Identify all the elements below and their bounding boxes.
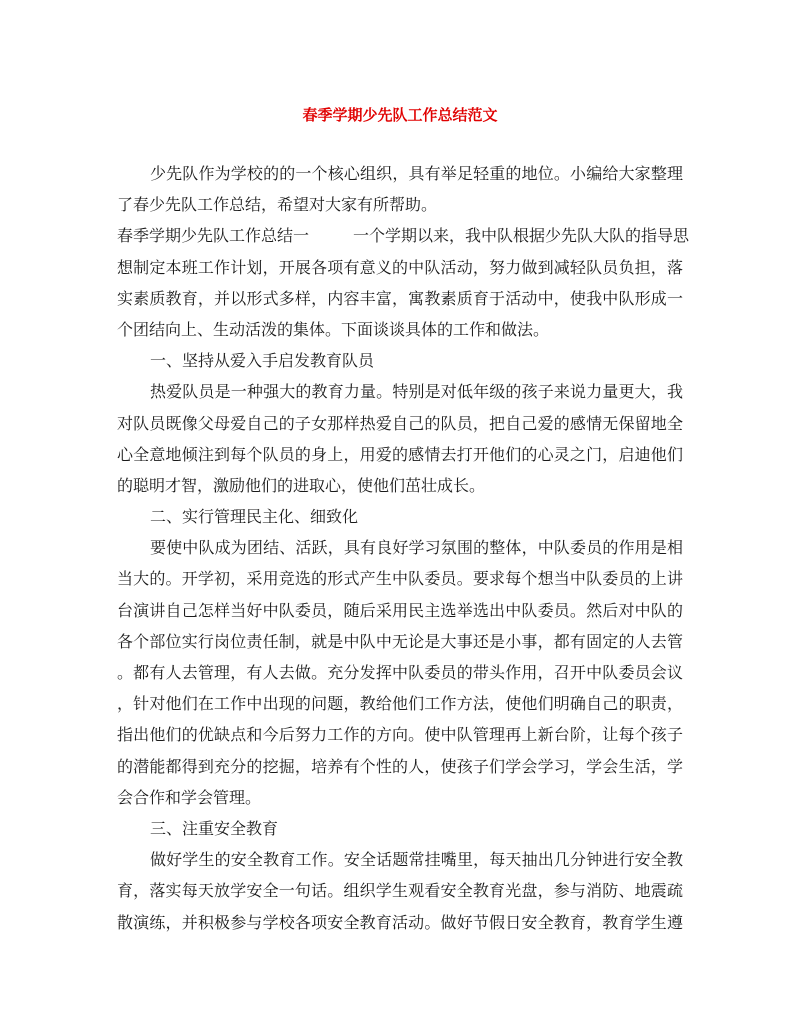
text-run: 心全意地倾注到每个队员的身上，用爱的感情去打开他们的心灵之门，启迪他们: [117, 444, 683, 464]
text-run: 热爱队员是一种强大的教育力量。特别是对低年级的孩子来说力量更大，我: [150, 382, 683, 402]
text-run: 的潜能都得到充分的挖掘，培养有个性的人，使孩子们学会学习，学会生活，学: [117, 756, 683, 776]
text-run: 会合作和学会管理。: [117, 787, 262, 807]
text-run: 一、坚持从爱入手启发教育队员: [150, 351, 375, 371]
section-heading-inline: 春季学期少先队工作总结一: [117, 226, 310, 246]
text-line: [117, 158, 683, 189]
text-line: [117, 782, 683, 813]
text-line: [117, 283, 683, 314]
text-run: 实素质教育，并以形式多样，内容丰富，寓教素质育于活动中，使我中队形成一: [117, 288, 683, 308]
text-run: 各个部位实行岗位责任制，就是中队中无论是大事还是小事，都有固定的人去管: [117, 631, 683, 651]
text-line: [117, 907, 683, 938]
text-line: [117, 314, 683, 345]
text-line: [117, 751, 683, 782]
text-line: [117, 563, 683, 594]
text-run: 对队员既像父母爱自己的子女那样热爱自己的队员，把自己爱的感情无保留地全: [117, 413, 683, 433]
text-run: 要使中队成为团结、活跃，具有良好学习氛围的整体，中队委员的作用是相: [150, 538, 683, 558]
text-line: [117, 220, 690, 251]
text-line: [117, 532, 683, 563]
text-line: [117, 875, 683, 906]
document-body: [117, 158, 690, 938]
text-run: 做好学生的安全教育工作。安全话题常挂嘴里，每天抽出几分钟进行安全教: [150, 850, 683, 870]
text-run: 。都有人去管理，有人去做。充分发挥中队委员的带头作用，召开中队委员会议: [117, 663, 683, 682]
text-line: [117, 626, 683, 657]
text-run: 想制定本班工作计划，开展各项有意义的中队活动，努力做到减轻队员负担，落: [117, 257, 683, 277]
text-run: 台演讲自己怎样当好中队委员，随后采用民主选举选出中队委员。然后对中队的: [117, 600, 683, 620]
text-run: 二、实行管理民主化、细致化: [150, 507, 359, 527]
text-run: 了春少先队工作总结，希望对大家有所帮助。: [117, 195, 438, 215]
text-line: [117, 688, 683, 719]
text-run: 一个学期以来，我中队根据少先队大队的指导思: [353, 226, 690, 246]
text-line: [117, 657, 683, 688]
text-line: [117, 813, 683, 844]
text-run: 三、注重安全教育: [150, 818, 279, 838]
text-run: 散演练，并积极参与学校各项安全教育活动。做好节假日安全教育，教育学生遵: [117, 912, 683, 932]
text-line: [117, 595, 683, 626]
text-line: [117, 501, 683, 532]
text-run: 少先队作为学校的的一个核心组织，具有举足轻重的地位。小编给大家整理: [150, 164, 683, 183]
text-line: [117, 189, 683, 220]
document-title: 春季学期少先队工作总结范文: [302, 106, 498, 124]
text-run: 当大的。开学初，采用竞选的形式产生中队委员。要求每个想当中队委员的上讲: [117, 569, 683, 589]
text-line: [117, 844, 683, 875]
text-run: ，针对他们在工作中出现的问题，教给他们工作方法，使他们明确自己的职责，: [117, 694, 683, 714]
text-line: [117, 376, 683, 407]
text-run: 的聪明才智，激励他们的进取心，使他们茁壮成长。: [117, 475, 486, 495]
text-run: 个团结向上、生动活泼的集体。下面谈谈具体的工作和做法。: [117, 319, 550, 339]
text-line: [117, 345, 683, 376]
text-line: [117, 408, 683, 439]
text-run: 育，落实每天放学安全一句话。组织学生观看安全教育光盘，参与消防、地震疏: [117, 881, 683, 901]
text-run: 指出他们的优缺点和今后努力工作的方向。使中队管理再上新台阶，让每个孩子: [117, 725, 683, 745]
text-line: [117, 439, 683, 470]
text-line: [117, 719, 683, 750]
text-line: [117, 252, 683, 283]
text-line: [117, 470, 683, 501]
